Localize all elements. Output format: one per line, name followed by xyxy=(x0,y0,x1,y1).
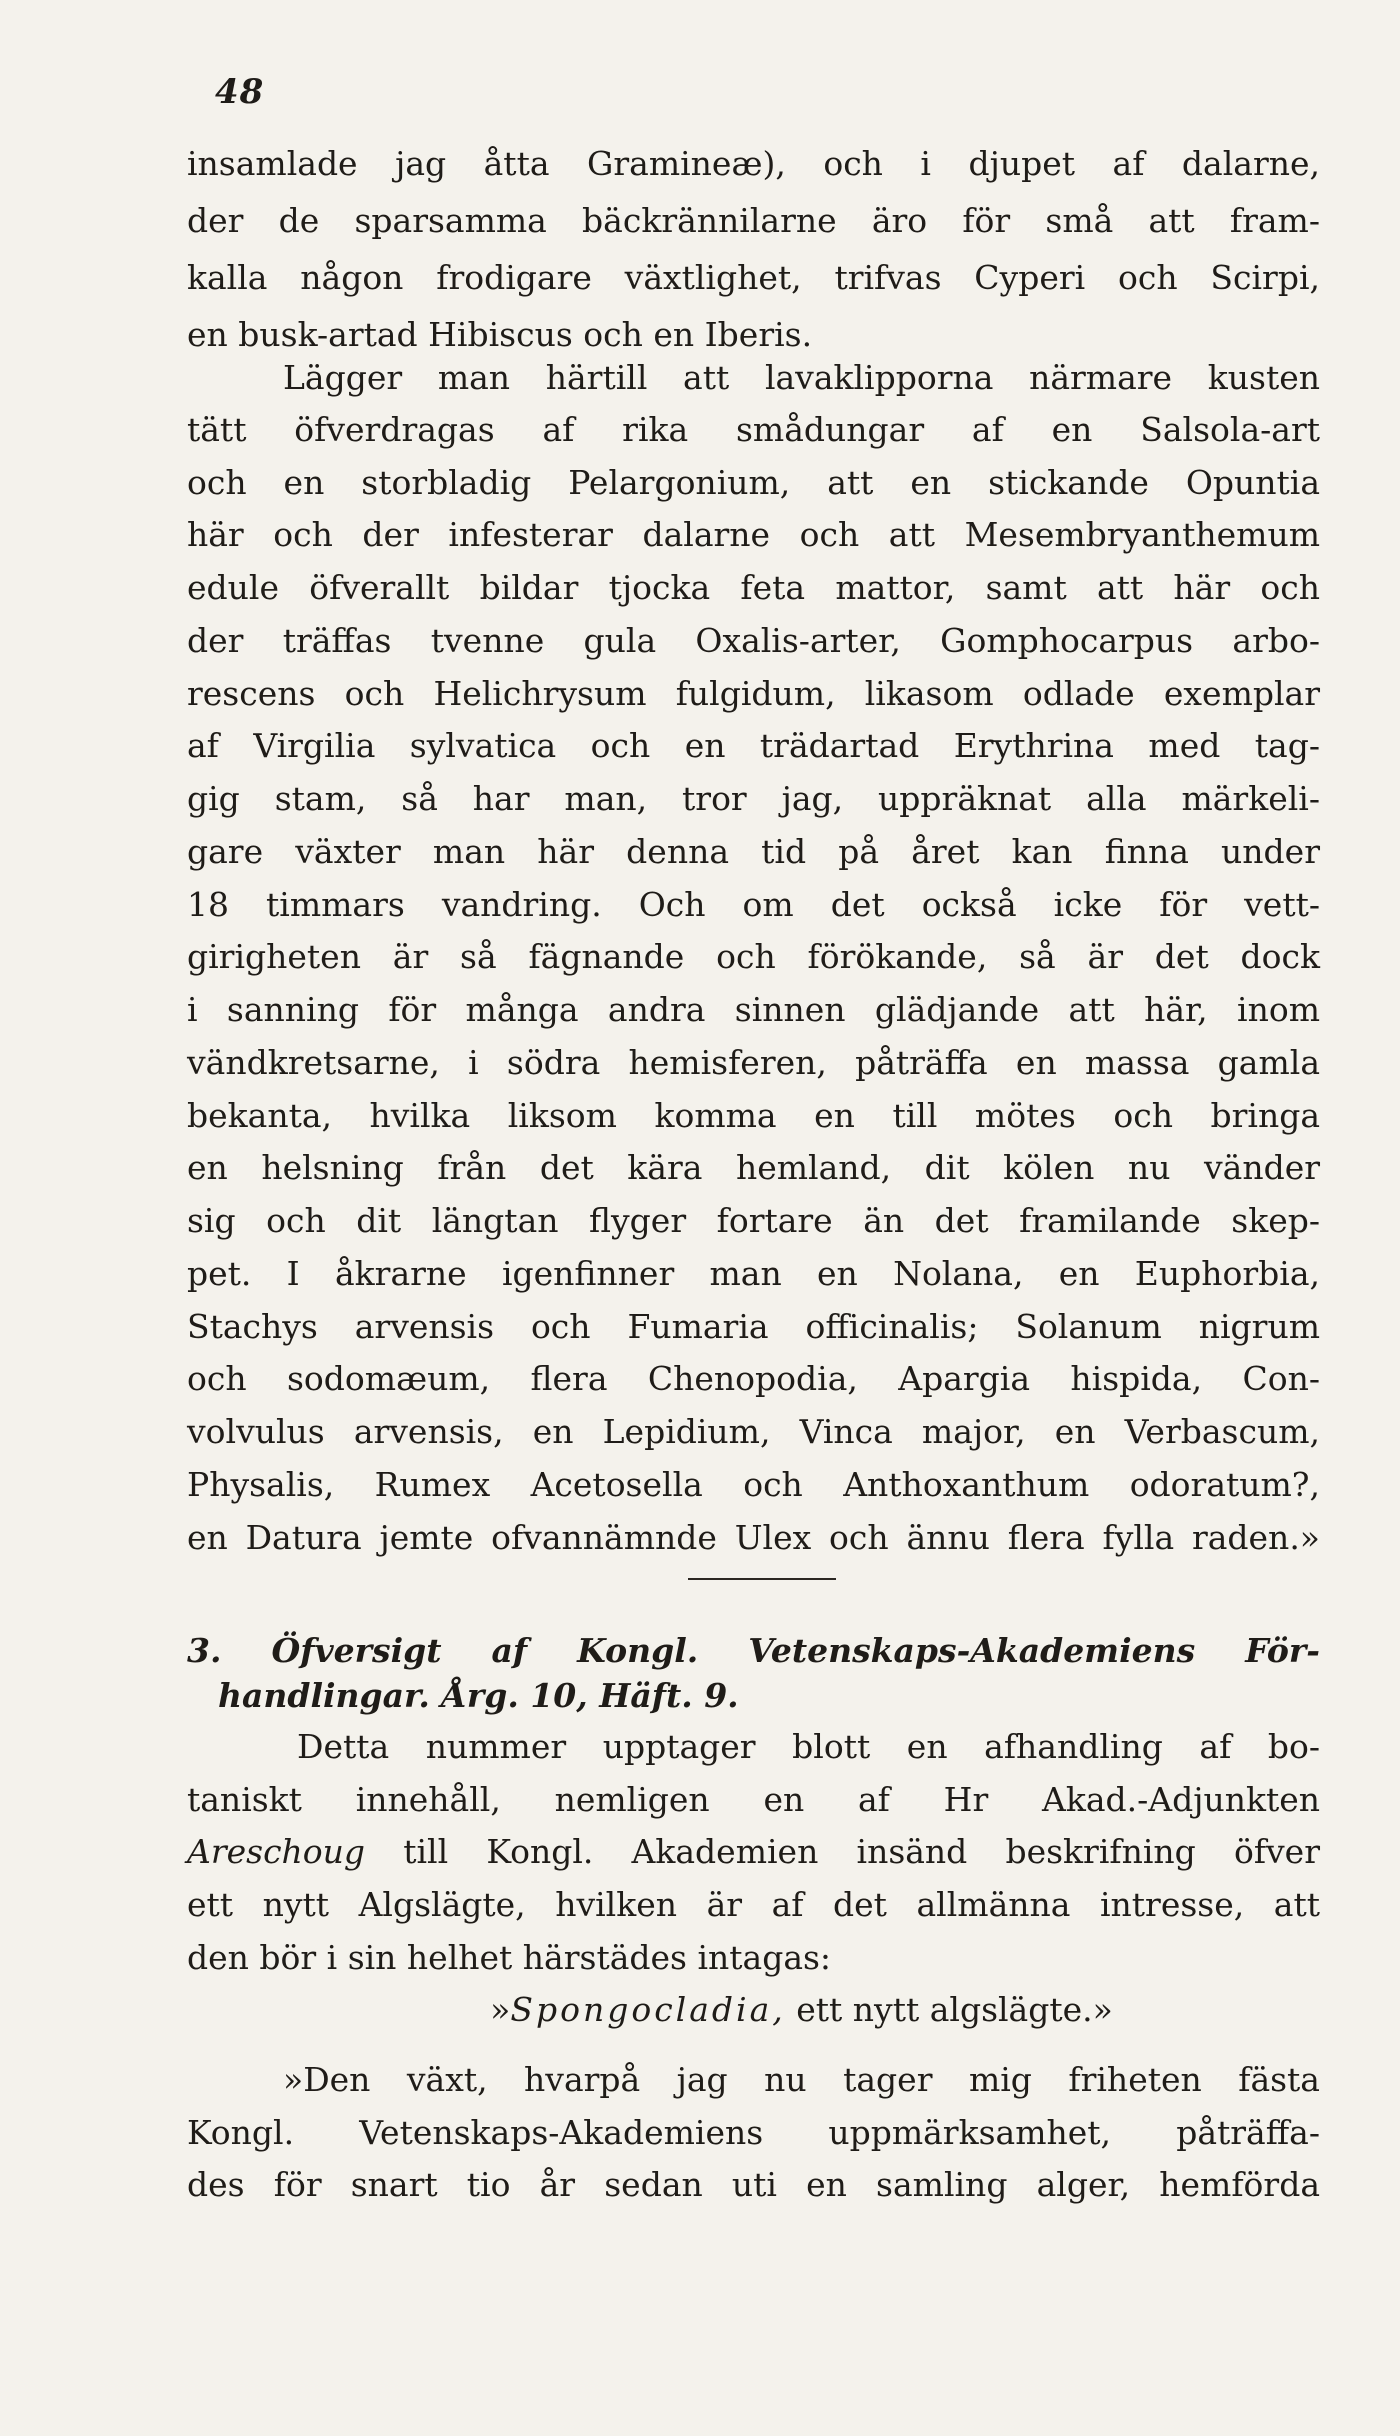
text-line: här och der infesterar dalarne och att Mesembryanthemum xyxy=(187,515,1320,554)
text-line: der de sparsamma bäckrännilarne äro för små att fram- xyxy=(187,201,1320,240)
text-line: 18 timmars vandring. Och om det också icke för vett- xyxy=(187,885,1320,924)
text-line: en Datura jemte ofvannämnde Ulex och ännu flera fylla raden.» xyxy=(187,1518,1320,1557)
text-line: ett nytt Algslägte, hvilken är af det allmänna intresse, att xyxy=(187,1885,1320,1924)
article-title xyxy=(235,1990,1368,2029)
page-number: 48 xyxy=(215,72,265,112)
text-line: Kongl. Vetenskaps-Akademiens uppmärksamhet, påträffa- xyxy=(187,2113,1320,2152)
text-line: gare växter man här denna tid på året kan finna under xyxy=(187,832,1320,871)
text-line: insamlade jag åtta Gramineæ), och i djupet af dalarne, xyxy=(187,144,1320,183)
text-line: Detta nummer upptager blott en afhandling af bo- xyxy=(297,1727,1320,1766)
text-line: vändkretsarne, i södra hemisferen, påträffa en massa gamla xyxy=(187,1043,1320,1082)
text-line: girigheten är så fägnande och förökande, så är det dock xyxy=(187,937,1320,976)
section-heading-line: handlingar. Årg. 10, Häft. 9. xyxy=(218,1676,739,1715)
text-line: pet. I åkrarne igenfinner man en Nolana, en Euphorbia, xyxy=(187,1254,1320,1293)
text-line: der träffas tvenne gula Oxalis-arter, Gomphocarpus arbo- xyxy=(187,621,1320,660)
text-line: des för snart tio år sedan uti en samling alger, hemförda xyxy=(187,2165,1320,2204)
text-line: bekanta, hvilka liksom komma en till mötes och bringa xyxy=(187,1096,1320,1135)
text-line: en helsning från det kära hemland, dit kölen nu vänder xyxy=(187,1148,1320,1187)
text-line: Stachys arvensis och Fumaria officinalis; Solanum nigrum xyxy=(187,1307,1320,1346)
text-line: tätt öfverdragas af rika smådungar af en Salsola-art xyxy=(187,410,1320,449)
text-line: volvulus arvensis, en Lepidium, Vinca major, en Verbascum, xyxy=(187,1412,1320,1451)
text-line: sig och dit längtan flyger fortare än det framilande skep- xyxy=(187,1201,1320,1240)
section-divider xyxy=(688,1578,836,1580)
text-line: taniskt innehåll, nemligen en af Hr Akad.-Adjunkten xyxy=(187,1780,1320,1819)
text-line: rescens och Helichrysum fulgidum, likasom odlade exemplar xyxy=(187,674,1320,713)
text-line: och en storbladig Pelargonium, att en stickande Opuntia xyxy=(187,463,1320,502)
genus-name: Spongocladia, xyxy=(510,1990,786,2029)
text-line: kalla någon frodigare växtlighet, trifvas Cyperi och Scirpi, xyxy=(187,258,1320,297)
title-rest: ett nytt algslägte.» xyxy=(796,1990,1113,2029)
text-line-with-author xyxy=(187,1832,1320,1871)
author-name: Areschoug xyxy=(187,1832,366,1871)
text-line: gig stam, så har man, tror jag, uppräknat alla märkeli- xyxy=(187,779,1320,818)
text-line: edule öfverallt bildar tjocka feta mattor, samt att här och xyxy=(187,568,1320,607)
text-span: till Kongl. Akademien insänd beskrifning öfver xyxy=(403,1832,1320,1871)
text-line: Physalis, Rumex Acetosella och Anthoxanthum odoratum?, xyxy=(187,1465,1320,1504)
quote-mark: » xyxy=(490,1990,511,2029)
section-heading-line: 3. Öfversigt af Kongl. Vetenskaps-Akademiens För- xyxy=(187,1631,1320,1670)
text-line: af Virgilia sylvatica och en trädartad Erythrina med tag- xyxy=(187,726,1320,765)
text-line: och sodomæum, flera Chenopodia, Apargia hispida, Con- xyxy=(187,1359,1320,1398)
text-line: »Den växt, hvarpå jag nu tager mig friheten fästa xyxy=(283,2060,1320,2099)
text-line: den bör i sin helhet härstädes intagas: xyxy=(187,1938,832,1977)
text-line: en busk-artad Hibiscus och en Iberis. xyxy=(187,315,813,354)
text-line: Lägger man härtill att lavaklipporna närmare kusten xyxy=(283,358,1320,397)
text-line: i sanning för många andra sinnen glädjande att här, inom xyxy=(187,990,1320,1029)
